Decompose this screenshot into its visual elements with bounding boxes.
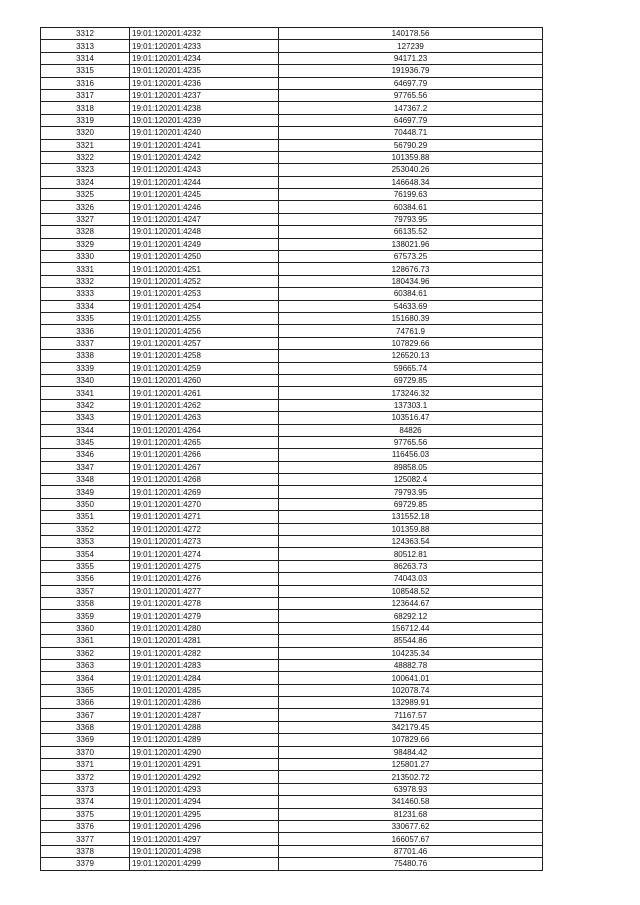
row-number-cell: 3350 — [41, 498, 130, 510]
amount-cell: 151680.39 — [279, 312, 543, 324]
cadastral-number-cell: 19:01:120201:4282 — [130, 647, 279, 659]
cadastral-number-cell: 19:01:120201:4256 — [130, 325, 279, 337]
amount-cell: 101359.88 — [279, 523, 543, 535]
amount-cell: 54633.69 — [279, 300, 543, 312]
cadastral-number-cell: 19:01:120201:4294 — [130, 796, 279, 808]
amount-cell: 100641.01 — [279, 672, 543, 684]
row-number-cell: 3335 — [41, 312, 130, 324]
row-number-cell: 3356 — [41, 573, 130, 585]
amount-cell: 75480.76 — [279, 858, 543, 870]
amount-cell: 116456.03 — [279, 449, 543, 461]
amount-cell: 124363.54 — [279, 536, 543, 548]
table-row — [41, 251, 543, 263]
amount-cell: 123644.67 — [279, 597, 543, 609]
amount-cell: 76199.63 — [279, 189, 543, 201]
table-row — [41, 697, 543, 709]
amount-cell: 68292.12 — [279, 610, 543, 622]
amount-cell: 107829.66 — [279, 337, 543, 349]
amount-cell: 138021.96 — [279, 238, 543, 250]
table-row — [41, 585, 543, 597]
table-row — [41, 474, 543, 486]
cadastral-number-cell: 19:01:120201:4234 — [130, 52, 279, 64]
cadastral-number-cell: 19:01:120201:4262 — [130, 399, 279, 411]
amount-cell: 70448.71 — [279, 127, 543, 139]
amount-cell: 80512.81 — [279, 548, 543, 560]
cadastral-number-cell: 19:01:120201:4291 — [130, 759, 279, 771]
table-row — [41, 721, 543, 733]
table-row — [41, 424, 543, 436]
cadastral-number-cell: 19:01:120201:4299 — [130, 858, 279, 870]
table-row — [41, 845, 543, 857]
table-row — [41, 387, 543, 399]
row-number-cell: 3377 — [41, 833, 130, 845]
row-number-cell: 3336 — [41, 325, 130, 337]
cadastral-number-cell: 19:01:120201:4257 — [130, 337, 279, 349]
cadastral-number-cell: 19:01:120201:4260 — [130, 374, 279, 386]
table-row — [41, 610, 543, 622]
cadastral-number-cell: 19:01:120201:4269 — [130, 486, 279, 498]
amount-cell: 64697.79 — [279, 114, 543, 126]
row-number-cell: 3327 — [41, 213, 130, 225]
cadastral-number-cell: 19:01:120201:4285 — [130, 684, 279, 696]
table-row — [41, 635, 543, 647]
row-number-cell: 3373 — [41, 783, 130, 795]
table-row — [41, 536, 543, 548]
amount-cell: 79793.95 — [279, 486, 543, 498]
table-row — [41, 28, 543, 40]
cadastral-number-cell: 19:01:120201:4274 — [130, 548, 279, 560]
table-row — [41, 796, 543, 808]
cadastral-number-cell: 19:01:120201:4259 — [130, 362, 279, 374]
row-number-cell: 3334 — [41, 300, 130, 312]
table-row — [41, 597, 543, 609]
row-number-cell: 3349 — [41, 486, 130, 498]
cadastral-number-cell: 19:01:120201:4239 — [130, 114, 279, 126]
amount-cell: 48882.78 — [279, 659, 543, 671]
cadastral-number-cell: 19:01:120201:4265 — [130, 436, 279, 448]
amount-cell: 137303.1 — [279, 399, 543, 411]
row-number-cell: 3313 — [41, 40, 130, 52]
row-number-cell: 3319 — [41, 114, 130, 126]
amount-cell: 140178.56 — [279, 28, 543, 40]
amount-cell: 132989.91 — [279, 697, 543, 709]
table-row — [41, 89, 543, 101]
table-row — [41, 65, 543, 77]
cadastral-number-cell: 19:01:120201:4255 — [130, 312, 279, 324]
table-row — [41, 461, 543, 473]
amount-cell: 102078.74 — [279, 684, 543, 696]
row-number-cell: 3340 — [41, 374, 130, 386]
table-row — [41, 709, 543, 721]
row-number-cell: 3372 — [41, 771, 130, 783]
cadastral-number-cell: 19:01:120201:4297 — [130, 833, 279, 845]
amount-cell: 71167.57 — [279, 709, 543, 721]
amount-cell: 126520.13 — [279, 350, 543, 362]
amount-cell: 342179.45 — [279, 721, 543, 733]
amount-cell: 97765.56 — [279, 436, 543, 448]
amount-cell: 191936.79 — [279, 65, 543, 77]
amount-cell: 213502.72 — [279, 771, 543, 783]
row-number-cell: 3359 — [41, 610, 130, 622]
cadastral-number-cell: 19:01:120201:4258 — [130, 350, 279, 362]
cadastral-number-cell: 19:01:120201:4298 — [130, 845, 279, 857]
row-number-cell: 3345 — [41, 436, 130, 448]
table-row — [41, 176, 543, 188]
amount-cell: 253040.26 — [279, 164, 543, 176]
table-row — [41, 659, 543, 671]
row-number-cell: 3316 — [41, 77, 130, 89]
cadastral-number-cell: 19:01:120201:4270 — [130, 498, 279, 510]
table-row — [41, 213, 543, 225]
amount-cell: 74761.9 — [279, 325, 543, 337]
table-row — [41, 52, 543, 64]
table-row — [41, 808, 543, 820]
cadastral-number-cell: 19:01:120201:4275 — [130, 560, 279, 572]
cadastral-number-cell: 19:01:120201:4247 — [130, 213, 279, 225]
amount-cell: 146648.34 — [279, 176, 543, 188]
row-number-cell: 3317 — [41, 89, 130, 101]
table-row — [41, 560, 543, 572]
row-number-cell: 3355 — [41, 560, 130, 572]
row-number-cell: 3332 — [41, 275, 130, 287]
row-number-cell: 3322 — [41, 151, 130, 163]
cadastral-number-cell: 19:01:120201:4292 — [130, 771, 279, 783]
cadastral-number-cell: 19:01:120201:4279 — [130, 610, 279, 622]
row-number-cell: 3367 — [41, 709, 130, 721]
table-row — [41, 337, 543, 349]
row-number-cell: 3321 — [41, 139, 130, 151]
row-number-cell: 3348 — [41, 474, 130, 486]
cadastral-number-cell: 19:01:120201:4286 — [130, 697, 279, 709]
table-row — [41, 275, 543, 287]
table-row — [41, 374, 543, 386]
amount-cell: 147367.2 — [279, 102, 543, 114]
cadastral-number-cell: 19:01:120201:4296 — [130, 821, 279, 833]
row-number-cell: 3346 — [41, 449, 130, 461]
amount-cell: 79793.95 — [279, 213, 543, 225]
amount-cell: 84826 — [279, 424, 543, 436]
row-number-cell: 3320 — [41, 127, 130, 139]
row-number-cell: 3339 — [41, 362, 130, 374]
cadastral-number-cell: 19:01:120201:4266 — [130, 449, 279, 461]
table-row — [41, 102, 543, 114]
amount-cell: 66135.52 — [279, 226, 543, 238]
row-number-cell: 3351 — [41, 511, 130, 523]
row-number-cell: 3323 — [41, 164, 130, 176]
table-row — [41, 114, 543, 126]
cadastral-number-cell: 19:01:120201:4295 — [130, 808, 279, 820]
amount-cell: 60384.61 — [279, 288, 543, 300]
row-number-cell: 3371 — [41, 759, 130, 771]
table-row — [41, 548, 543, 560]
cadastral-number-cell: 19:01:120201:4251 — [130, 263, 279, 275]
row-number-cell: 3374 — [41, 796, 130, 808]
row-number-cell: 3369 — [41, 734, 130, 746]
cadastral-number-cell: 19:01:120201:4253 — [130, 288, 279, 300]
table-row — [41, 449, 543, 461]
row-number-cell: 3341 — [41, 387, 130, 399]
cadastral-number-cell: 19:01:120201:4249 — [130, 238, 279, 250]
table-row — [41, 759, 543, 771]
amount-cell: 173246.32 — [279, 387, 543, 399]
cadastral-number-cell: 19:01:120201:4243 — [130, 164, 279, 176]
row-number-cell: 3318 — [41, 102, 130, 114]
cadastral-number-cell: 19:01:120201:4263 — [130, 412, 279, 424]
table-row — [41, 312, 543, 324]
table-row — [41, 734, 543, 746]
cadastral-number-cell: 19:01:120201:4287 — [130, 709, 279, 721]
table-row — [41, 783, 543, 795]
cadastral-number-cell: 19:01:120201:4246 — [130, 201, 279, 213]
row-number-cell: 3325 — [41, 189, 130, 201]
row-number-cell: 3329 — [41, 238, 130, 250]
amount-cell: 180434.96 — [279, 275, 543, 287]
amount-cell: 128676.73 — [279, 263, 543, 275]
amount-cell: 341460.58 — [279, 796, 543, 808]
table-row — [41, 263, 543, 275]
table-row — [41, 821, 543, 833]
cadastral-number-cell: 19:01:120201:4293 — [130, 783, 279, 795]
row-number-cell: 3333 — [41, 288, 130, 300]
amount-cell: 156712.44 — [279, 622, 543, 634]
cadastral-number-cell: 19:01:120201:4233 — [130, 40, 279, 52]
row-number-cell: 3331 — [41, 263, 130, 275]
cadastral-number-cell: 19:01:120201:4272 — [130, 523, 279, 535]
amount-cell: 166057.67 — [279, 833, 543, 845]
table-row — [41, 833, 543, 845]
amount-cell: 131552.18 — [279, 511, 543, 523]
row-number-cell: 3326 — [41, 201, 130, 213]
cadastral-number-cell: 19:01:120201:4232 — [130, 28, 279, 40]
table-body — [41, 28, 543, 871]
cadastral-number-cell: 19:01:120201:4261 — [130, 387, 279, 399]
row-number-cell: 3315 — [41, 65, 130, 77]
row-number-cell: 3368 — [41, 721, 130, 733]
table-row — [41, 226, 543, 238]
amount-cell: 97765.56 — [279, 89, 543, 101]
table-row — [41, 139, 543, 151]
amount-cell: 125801.27 — [279, 759, 543, 771]
cadastral-number-cell: 19:01:120201:4290 — [130, 746, 279, 758]
cadastral-number-cell: 19:01:120201:4250 — [130, 251, 279, 263]
row-number-cell: 3342 — [41, 399, 130, 411]
row-number-cell: 3337 — [41, 337, 130, 349]
row-number-cell: 3330 — [41, 251, 130, 263]
cadastral-number-cell: 19:01:120201:4241 — [130, 139, 279, 151]
table-row — [41, 189, 543, 201]
table-row — [41, 684, 543, 696]
amount-cell: 103516.47 — [279, 412, 543, 424]
table-row — [41, 412, 543, 424]
row-number-cell: 3343 — [41, 412, 130, 424]
amount-cell: 86263.73 — [279, 560, 543, 572]
cadastral-number-cell: 19:01:120201:4267 — [130, 461, 279, 473]
cadastral-number-cell: 19:01:120201:4237 — [130, 89, 279, 101]
amount-cell: 330677.62 — [279, 821, 543, 833]
table-row — [41, 151, 543, 163]
table-row — [41, 771, 543, 783]
row-number-cell: 3365 — [41, 684, 130, 696]
amount-cell: 69729.85 — [279, 498, 543, 510]
amount-cell: 59665.74 — [279, 362, 543, 374]
cadastral-number-cell: 19:01:120201:4277 — [130, 585, 279, 597]
row-number-cell: 3312 — [41, 28, 130, 40]
cadastral-number-cell: 19:01:120201:4284 — [130, 672, 279, 684]
cadastral-number-cell: 19:01:120201:4280 — [130, 622, 279, 634]
table-row — [41, 77, 543, 89]
table-row — [41, 647, 543, 659]
amount-cell: 67573.25 — [279, 251, 543, 263]
amount-cell: 69729.85 — [279, 374, 543, 386]
cadastral-number-cell: 19:01:120201:4254 — [130, 300, 279, 312]
table-row — [41, 201, 543, 213]
cadastral-number-cell: 19:01:120201:4289 — [130, 734, 279, 746]
cadastral-number-cell: 19:01:120201:4288 — [130, 721, 279, 733]
row-number-cell: 3353 — [41, 536, 130, 548]
cadastral-number-cell: 19:01:120201:4236 — [130, 77, 279, 89]
row-number-cell: 3378 — [41, 845, 130, 857]
row-number-cell: 3358 — [41, 597, 130, 609]
row-number-cell: 3328 — [41, 226, 130, 238]
cadastral-number-cell: 19:01:120201:4248 — [130, 226, 279, 238]
cadastral-number-cell: 19:01:120201:4240 — [130, 127, 279, 139]
table-row — [41, 858, 543, 870]
row-number-cell: 3370 — [41, 746, 130, 758]
amount-cell: 63978.93 — [279, 783, 543, 795]
table-row — [41, 288, 543, 300]
amount-cell: 64697.79 — [279, 77, 543, 89]
row-number-cell: 3314 — [41, 52, 130, 64]
table-row — [41, 498, 543, 510]
row-number-cell: 3364 — [41, 672, 130, 684]
amount-cell: 89858.05 — [279, 461, 543, 473]
table-row — [41, 164, 543, 176]
table-row — [41, 746, 543, 758]
cadastral-number-cell: 19:01:120201:4276 — [130, 573, 279, 585]
amount-cell: 56790.29 — [279, 139, 543, 151]
table-row — [41, 238, 543, 250]
cadastral-number-cell: 19:01:120201:4271 — [130, 511, 279, 523]
row-number-cell: 3344 — [41, 424, 130, 436]
table-row — [41, 300, 543, 312]
row-number-cell: 3366 — [41, 697, 130, 709]
cadastral-number-cell: 19:01:120201:4264 — [130, 424, 279, 436]
amount-cell: 87701.46 — [279, 845, 543, 857]
cadastral-number-cell: 19:01:120201:4268 — [130, 474, 279, 486]
row-number-cell: 3361 — [41, 635, 130, 647]
table-row — [41, 350, 543, 362]
table-row — [41, 40, 543, 52]
cadastral-number-cell: 19:01:120201:4242 — [130, 151, 279, 163]
amount-cell: 127239 — [279, 40, 543, 52]
amount-cell: 98484.42 — [279, 746, 543, 758]
cadastral-number-cell: 19:01:120201:4244 — [130, 176, 279, 188]
table-row — [41, 325, 543, 337]
cadastral-number-cell: 19:01:120201:4252 — [130, 275, 279, 287]
amount-cell: 108548.52 — [279, 585, 543, 597]
amount-cell: 74043.03 — [279, 573, 543, 585]
cadastral-number-cell: 19:01:120201:4278 — [130, 597, 279, 609]
cadastral-number-cell: 19:01:120201:4245 — [130, 189, 279, 201]
row-number-cell: 3360 — [41, 622, 130, 634]
cadastral-number-cell: 19:01:120201:4281 — [130, 635, 279, 647]
row-number-cell: 3362 — [41, 647, 130, 659]
row-number-cell: 3338 — [41, 350, 130, 362]
row-number-cell: 3375 — [41, 808, 130, 820]
row-number-cell: 3352 — [41, 523, 130, 535]
amount-cell: 101359.88 — [279, 151, 543, 163]
data-table — [40, 27, 543, 871]
amount-cell: 60384.61 — [279, 201, 543, 213]
table-row — [41, 573, 543, 585]
row-number-cell: 3357 — [41, 585, 130, 597]
amount-cell: 104235.34 — [279, 647, 543, 659]
table-row — [41, 127, 543, 139]
table-row — [41, 672, 543, 684]
amount-cell: 85544.86 — [279, 635, 543, 647]
amount-cell: 81231.68 — [279, 808, 543, 820]
cadastral-number-cell: 19:01:120201:4273 — [130, 536, 279, 548]
table-row — [41, 486, 543, 498]
row-number-cell: 3379 — [41, 858, 130, 870]
cadastral-number-cell: 19:01:120201:4283 — [130, 659, 279, 671]
cadastral-number-cell: 19:01:120201:4235 — [130, 65, 279, 77]
table-row — [41, 622, 543, 634]
amount-cell: 125082.4 — [279, 474, 543, 486]
table-row — [41, 399, 543, 411]
row-number-cell: 3354 — [41, 548, 130, 560]
row-number-cell: 3324 — [41, 176, 130, 188]
table-row — [41, 362, 543, 374]
cadastral-number-cell: 19:01:120201:4238 — [130, 102, 279, 114]
table-row — [41, 523, 543, 535]
row-number-cell: 3363 — [41, 659, 130, 671]
row-number-cell: 3376 — [41, 821, 130, 833]
amount-cell: 94171.23 — [279, 52, 543, 64]
table-row — [41, 436, 543, 448]
table-row — [41, 511, 543, 523]
amount-cell: 107829.66 — [279, 734, 543, 746]
row-number-cell: 3347 — [41, 461, 130, 473]
